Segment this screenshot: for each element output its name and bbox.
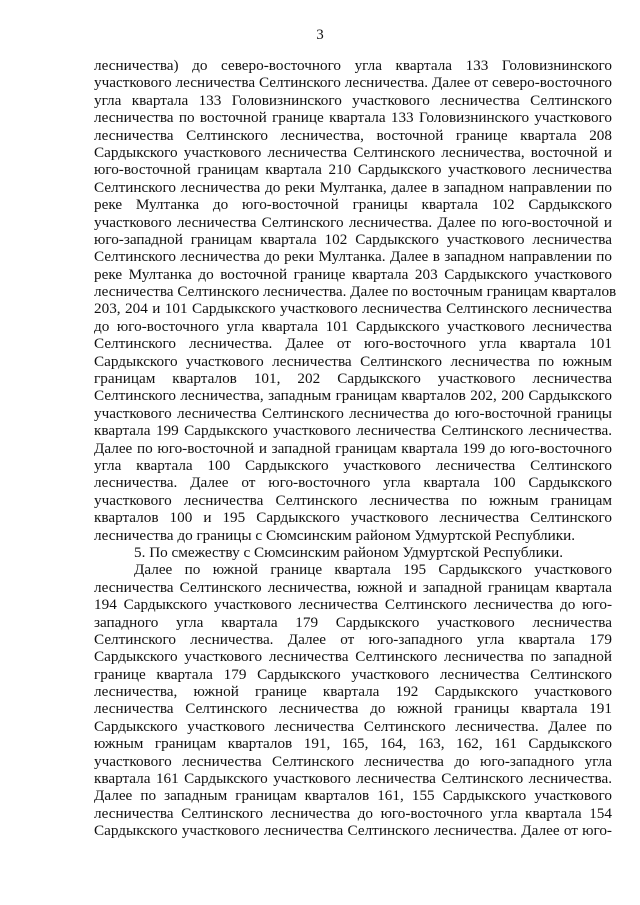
text-line: участкового лесничества Селтинского лесничества до юго-западного угла	[94, 752, 612, 770]
text-line: Сардыкского участкового лесничества Селтинского лесничества по южным	[94, 352, 612, 370]
text-line: Далее по южной границе квартала 195 Сардыкского участкового	[134, 561, 612, 579]
text-line: юго-западной границам квартала 102 Сардыкского участкового лесничества	[94, 230, 612, 248]
text-line: лесничества Селтинского лесничества до южной границы квартала 191	[94, 700, 612, 718]
text-line: до юго-восточного угла квартала 101 Сардыкского участкового лесничества	[94, 317, 612, 335]
text-line: Селтинского лесничества, западным границам кварталов 202, 200 Сардыкского	[94, 387, 612, 405]
page-number: 3	[316, 27, 324, 43]
text-line: лесничества Селтинского лесничества, восточной границе квартала 208	[94, 126, 612, 144]
text-line: лесничества. Далее от юго-восточного угла квартала 100 Сардыкского	[94, 474, 612, 492]
text-line: лесничества) до северо-восточного угла квартала 133 Головизнинского	[94, 57, 612, 74]
document-body	[94, 57, 617, 840]
text-line: квартала 199 Сардыкского участкового лесничества Селтинского лесничества.	[94, 422, 612, 440]
text-line: Селтинского лесничества. Далее от юго-западного угла квартала 179	[94, 630, 612, 648]
text-line: квартала 161 Сардыкского участкового лесничества Селтинского лесничества.	[94, 770, 612, 788]
paragraph	[94, 57, 617, 544]
text-line: реке Мултанка до восточной границе квартала 203 Сардыкского участкового	[94, 265, 612, 283]
text-line: лесничества по восточной границе квартала 133 Головизнинского участкового	[94, 109, 612, 127]
text-line: угла квартала 100 Сардыкского участкового лесничества Селтинского	[94, 456, 612, 474]
text-line: кварталов 100 и 195 Сардыкского участкового лесничества Селтинского	[94, 509, 612, 527]
text-line: Селтинского лесничества. Далее от юго-восточного угла квартала 101	[94, 335, 612, 353]
text-line: лесничества до границы с Сюмсинским районом Удмуртской Республики.	[94, 526, 575, 544]
text-line: 194 Сардыкского участкового лесничества Селтинского лесничества до юго-	[94, 596, 612, 614]
text-line: участкового лесничества Селтинского лесничества. Далее по юго-восточной и	[94, 213, 612, 231]
text-line: Далее по западным границам кварталов 161, 155 Сардыкского участкового	[94, 787, 612, 805]
text-line: лесничества Селтинского лесничества, южной и западной границам квартала	[94, 578, 612, 596]
text-line: реке Мултанка до юго-восточной границы квартала 102 Сардыкского	[94, 196, 612, 214]
paragraph	[94, 544, 612, 561]
text-line: участкового лесничества Селтинского лесничества. Далее от северо-восточного	[94, 74, 612, 92]
text-line: Далее по юго-восточной и западной границам квартала 199 до юго-восточного	[94, 439, 612, 457]
text-line: юго-восточной границам квартала 210 Сардыкского участкового лесничества	[94, 161, 612, 179]
paragraph	[94, 561, 612, 839]
text-line: лесничества, южной границе квартала 192 Сардыкского участкового	[94, 683, 612, 701]
text-line: Сардыкского участкового лесничества Селтинского лесничества. Далее от юго-	[94, 822, 612, 840]
text-line: 203, 204 и 101 Сардыкского участкового лесничества Селтинского лесничества	[94, 300, 612, 318]
text-line: Сардыкского участкового лесничества Селтинского лесничества по западной	[94, 648, 612, 666]
text-line: участкового лесничества Селтинского лесничества по южным границам	[94, 491, 612, 509]
text-line: лесничества Селтинского лесничества до юго-восточного угла квартала 154	[94, 804, 612, 822]
text-line: границам кварталов 101, 202 Сардыкского участкового лесничества	[94, 370, 612, 388]
text-line: Сардыкского участкового лесничества Селтинского лесничества. Далее по	[94, 717, 612, 735]
text-line: границе квартала 179 Сардыкского участкового лесничества Селтинского	[94, 665, 612, 683]
text-line: южным границам кварталов 191, 165, 164, 163, 162, 161 Сардыкского	[94, 735, 612, 753]
text-line: Сардыкского участкового лесничества Селтинского лесничества, восточной и	[94, 143, 612, 161]
text-line: западного угла квартала 179 Сардыкского участкового лесничества	[94, 613, 612, 631]
text-line: 5. По смежеству с Сюмсинским районом Удмуртской Республики.	[134, 543, 564, 561]
text-line: участкового лесничества Селтинского лесничества до юго-восточной границы	[94, 404, 612, 422]
text-line: Селтинского лесничества до реки Мултанка. Далее в западном направлении по	[94, 248, 612, 266]
text-line: угла квартала 133 Головизнинского участкового лесничества Селтинского	[94, 91, 612, 109]
text-line: лесничества Селтинского лесничества. Далее по восточным границам кварталов	[94, 283, 617, 301]
text-line: Селтинского лесничества до реки Мултанка, далее в западном направлении по	[94, 178, 612, 196]
